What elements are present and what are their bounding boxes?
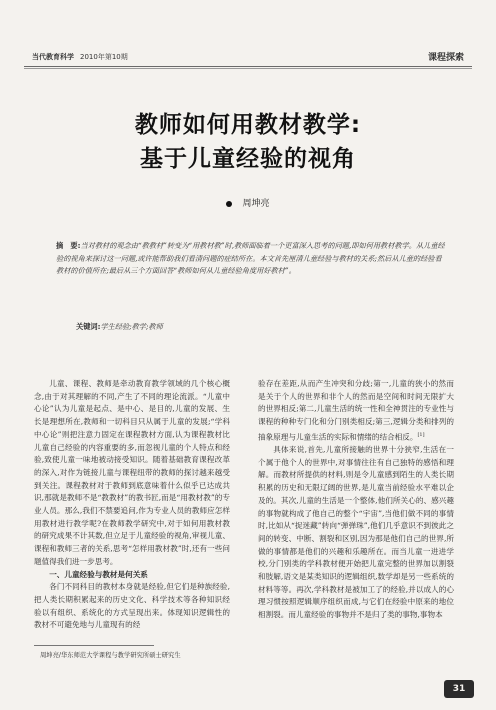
paragraph: 具体来说,首先,儿童所接触的世界十分狭窄,生活在一个属于他个人的世界中,对事情往往有自己独特的感悟和理解。而教材所提供的材料,则是令儿童感到陌生的人类长期积累的历史和无限辽阔的世界,是儿童当前经验水平难以企及的。其次,儿童的生活是一个整体,他们所关心的、感兴趣的事物就构成了他自己的整个“宇宙”,当他们做不同的事情时,比如从“捉迷藏”转向“弹弹珠”,他们几乎意识不到彼此之间的转变、中断、割裂和区别,因为那是他们自己的世界,所做的事情都是他们的兴趣和乐趣所在。而当儿童一进进学校,分门别类的学科教材便开始把儿童完整的世界加以割裂和肢解,语文是某类知识的逻辑组织,数学却是另一些系统的材料等等。再次,学科教材是被加工了的经验,并以成人的心理习惯按照逻辑顺序组织而成,与它们在经验中原来的地位相割裂。而儿童经验的事物并不是归了类的事物,事物本: [258, 445, 454, 620]
bullet-icon: [226, 201, 232, 207]
article-title: [0, 108, 496, 176]
body-column-right: [258, 378, 454, 622]
abstract-label: 摘 要:: [56, 241, 81, 250]
footnote-divider: [34, 645, 154, 646]
footnote: 周坤亮/华东师范大学课程与教学研究所硕士研究生: [40, 652, 181, 659]
author-name: 周坤亮: [242, 199, 270, 209]
abstract-text: 当对教材的观念由“教教材”转变为“用教材教”时,教师面临着一个更富深入思考的问题,即如何用教材教学。从儿童经验的视角来探讨这一问题,或许能帮助我们看清问题的症结所在。本文首先厘清儿童经验与教材的关系;然后从儿童的经验看教材的价值所在;最后从三个方面回答“教师如何从儿童经验角度用好教材”。: [56, 241, 445, 275]
keywords: [76, 322, 446, 332]
page-number: 31: [444, 680, 474, 698]
journal-name: 当代教育科学: [32, 53, 74, 61]
paragraph: 验存在差距,从而产生冲突和分歧;第一,儿童的狭小的然而是关于个人的世界和非个人的然而是空间和时间无限扩大的世界相反;第二,儿童生活的统一性和全神贯注的专业性与课程的种种专门化和分门别类相反;第三,逻辑分类和排列的抽象原理与儿童生活的实际和情绪的结合相反。[1]: [258, 379, 454, 442]
journal-issue: 2010年第10期: [80, 53, 128, 61]
title-line-1: 教师如何用教材教学:: [134, 112, 362, 138]
title-line-2: 基于儿童经验的视角: [140, 146, 356, 172]
header-divider: [24, 66, 472, 67]
paragraph: 儿童、课程、教师是牵动教育教学领域的几个核心概念,由于对其理解的不同,产生了不同的理论流派。“儿童中心论”认为儿童是起点、是中心、是目的,儿童的发展、生长是理想所在,教师和一切科目只从属于儿童的发展;“学科中心论”则把注意力固定在课程教材方面,认为课程教材比儿童自己经验的内容重要的多,而忽视儿童的个人特点和经验,致使儿童一味地被动接受知识。随着基础教育课程改革的深入,对作为链接儿童与课程纽带的教师的探讨越来越受到关注。课程教材对于教师到底意味着什么似乎已达成共识,那就是教师不是“教教材”的教书匠,而是“用教材教”的专业人员。那么,我们不禁要追问,作为专业人员的教师应怎样用教材进行教学呢?在教师教学研究中,对于如何用教材教的研究成果不计其数,但立足于儿童经验的视角,审视儿童、课程和教师三者的关系,思考“怎样用教材教”时,还有一些问题值得我们进一步思考。: [34, 379, 230, 566]
keywords-text: 学生经验;教学;教师: [100, 322, 163, 331]
journal-info: [32, 52, 128, 62]
author-line: [0, 196, 496, 209]
citation-ref: [1]: [417, 431, 425, 438]
body-column-left: [34, 378, 230, 632]
running-header: [14, 52, 482, 66]
header-divider-thin: [24, 68, 472, 69]
section-heading: 一、儿童经验与教材是何关系: [49, 569, 148, 579]
abstract: [56, 240, 446, 278]
keywords-label: 关键词:: [76, 322, 101, 331]
paragraph: 各门不同科目的教材本身就是经验,但它们是种族经验,把人类长期积累起来的历史文化、科学技术等各种知识经验以有组织、系统化的方式呈现出来。体现知识逻辑性的教材不可避免地与儿童现有的经: [34, 582, 230, 630]
section-name: 课程探索: [427, 53, 464, 63]
